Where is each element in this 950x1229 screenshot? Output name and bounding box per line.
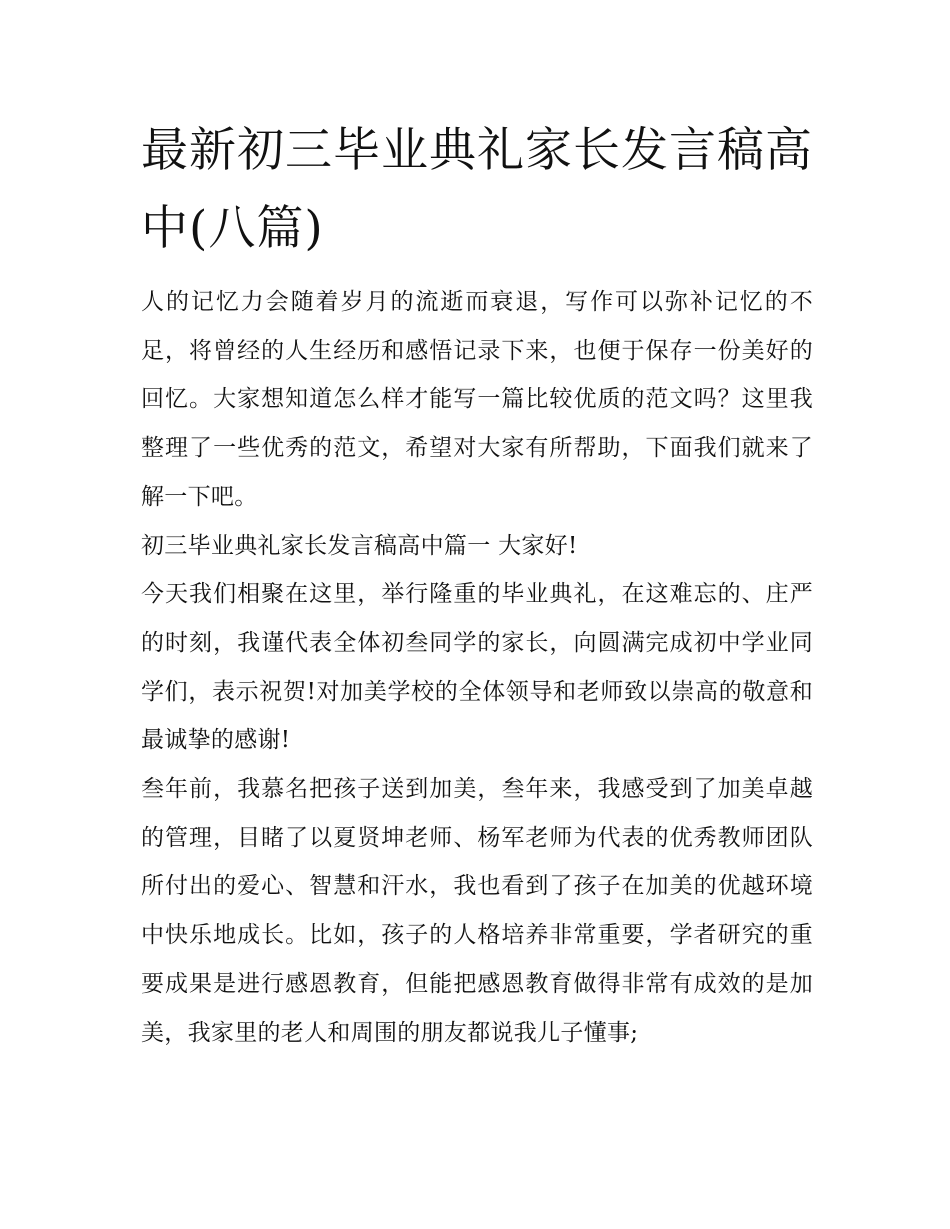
document-page bbox=[141, 112, 813, 1057]
body-paragraph: 今天我们相聚在这里，举行隆重的毕业典礼，在这难忘的、庄严的时刻，我谨代表全体初叁同学的家长，向圆满完成初中学业同学们，表示祝贺!对加美学校的全体领导和老师致以崇高的敬意和最诚挚的感谢! bbox=[141, 581, 813, 754]
intro-paragraph: 人的记忆力会随着岁月的流逝而衰退，写作可以弥补记忆的不足，将曾经的人生经历和感悟记录下来，也便于保存一份美好的回忆。大家想知道怎么样才能写一篇比较优质的范文吗？这里我整理了一些优秀的范文，希望对大家有所帮助，下面我们就来了解一下吧。 bbox=[141, 289, 813, 510]
section-heading-paragraph: 初三毕业典礼家长发言稿高中篇一 大家好! bbox=[141, 532, 578, 559]
document-title: 最新初三毕业典礼家长发言稿高中(八篇) bbox=[141, 123, 813, 256]
body-paragraph: 叁年前，我慕名把孩子送到加美，叁年来，我感受到了加美卓越的管理，目睹了以夏贤坤老师、杨军老师为代表的优秀教师团队所付出的爱心、智慧和汗水，我也看到了孩子在加美的优越环境中快乐地成长。比如，孩子的人格培养非常重要，学者研究的重要成果是进行感恩教育，但能把感恩教育做得非常有成效的是加美，我家里的老人和周围的朋友都说我儿子懂事; bbox=[141, 776, 813, 1046]
